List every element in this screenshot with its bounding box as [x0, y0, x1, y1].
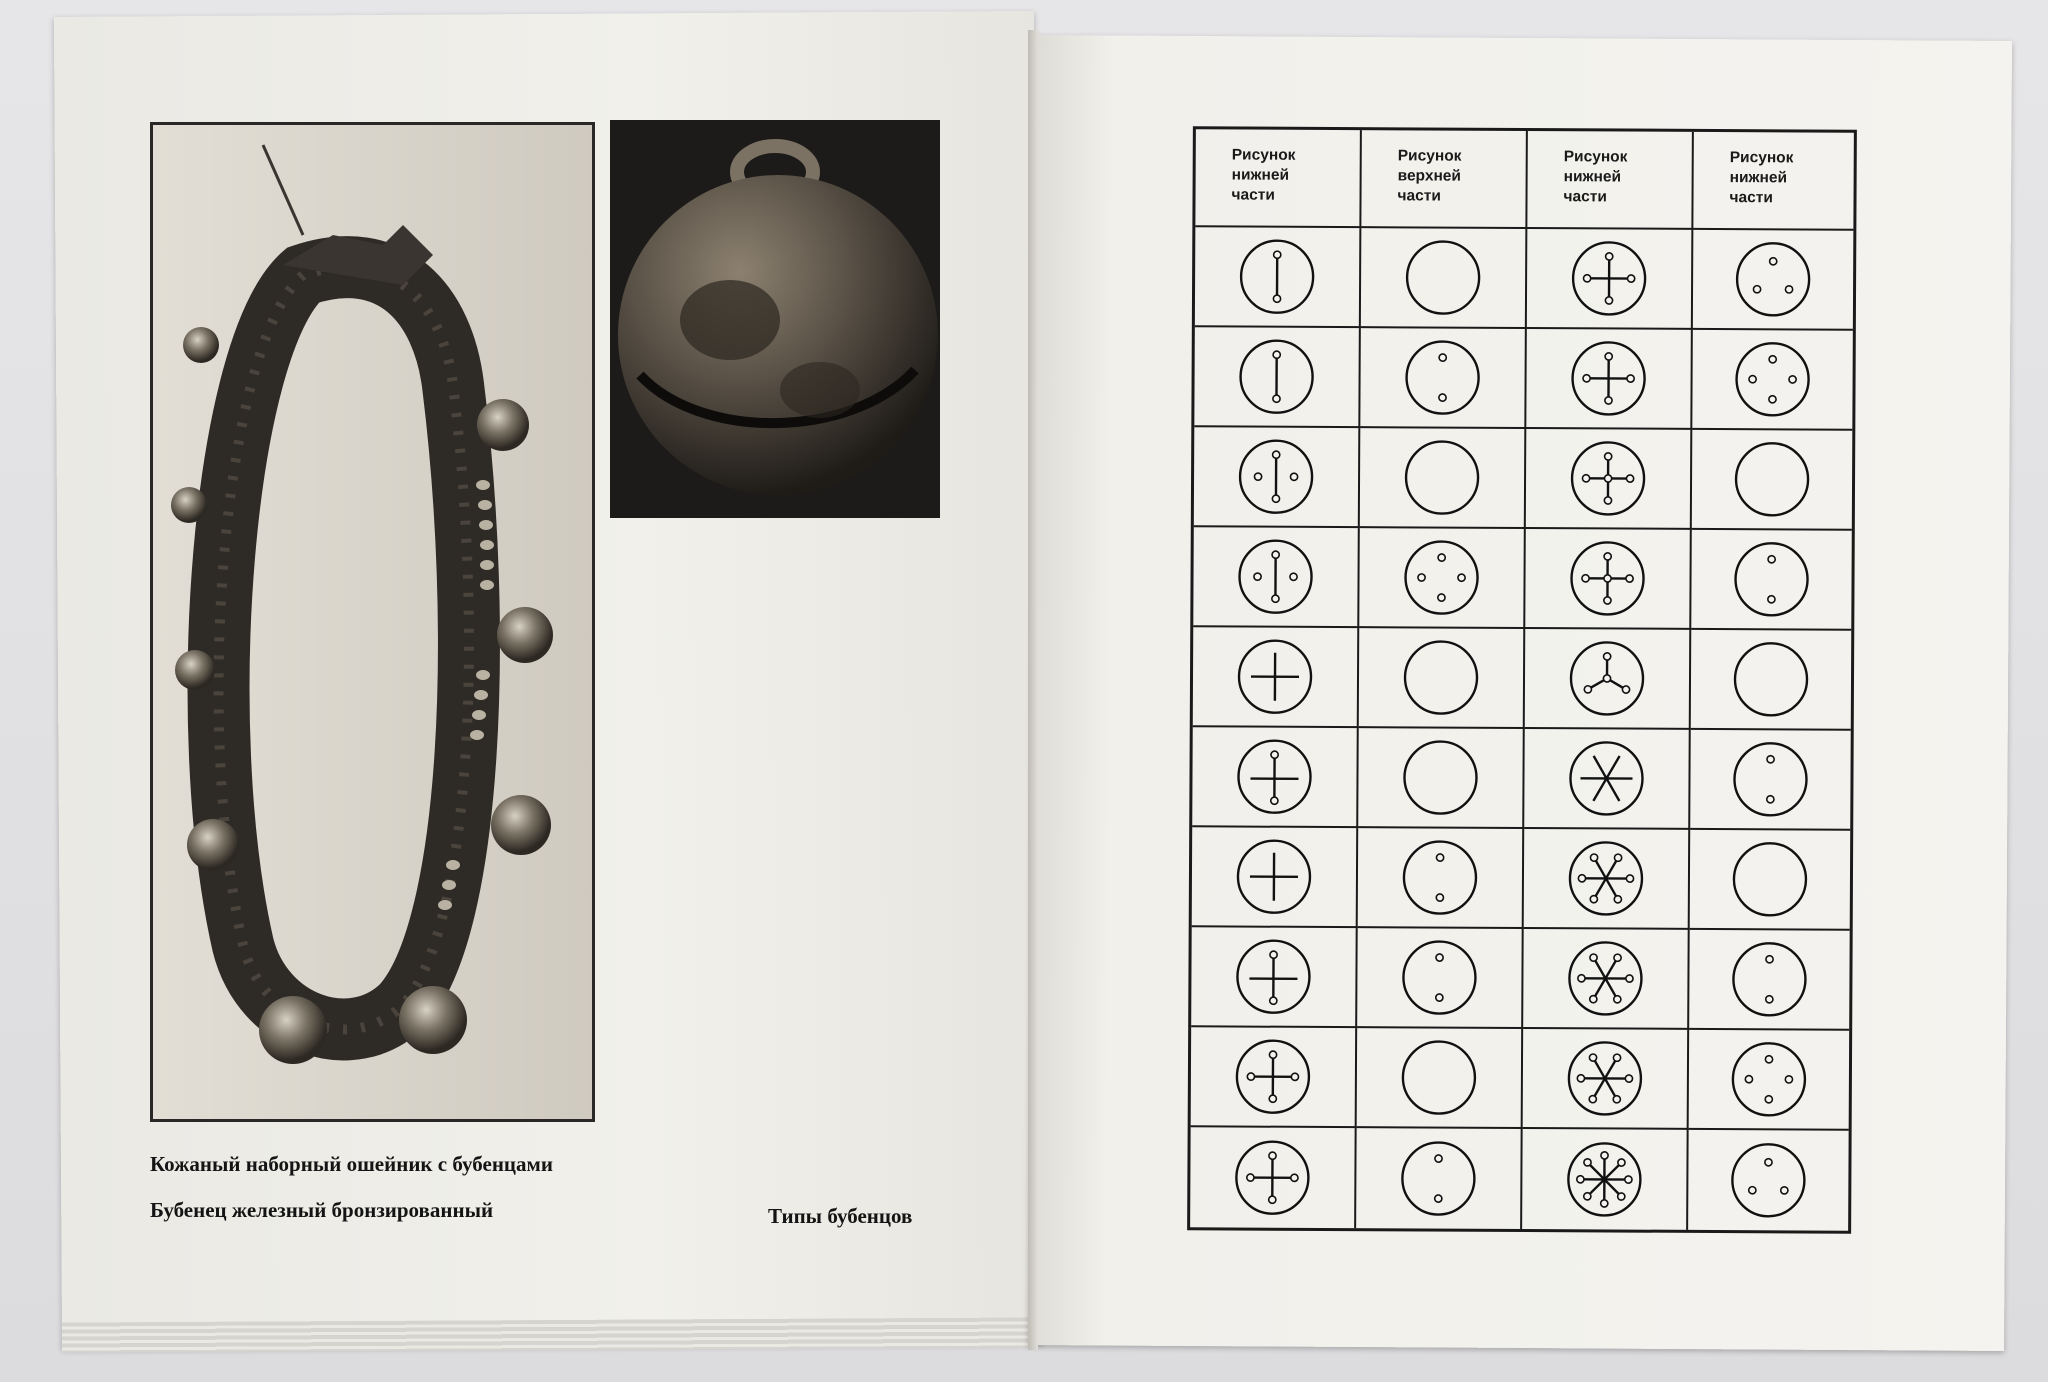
bell-pattern-cross-4dots-center-icon: [1568, 438, 1648, 518]
column-header: Рисунок верхней части: [1361, 130, 1528, 229]
bell-pattern-dots-3-icon: [1733, 239, 1813, 319]
bell-pattern-dots-4-icon: [1729, 1039, 1809, 1119]
bell-pattern-cross-icon: [1235, 636, 1315, 716]
column-header: Рисунок нижней части: [1195, 129, 1362, 228]
bell-pattern-dots-2-icon: [1400, 837, 1480, 917]
collar-illustration: [153, 125, 595, 1122]
table-cell: [1194, 427, 1361, 528]
table-cell: [1526, 329, 1693, 430]
bell-pattern-star-6-dots-icon: [1565, 1038, 1645, 1118]
table-cell: [1191, 1027, 1358, 1128]
table-cell: [1192, 727, 1359, 828]
table-cell: [1195, 227, 1362, 328]
bell-pattern-star-6-icon: [1566, 738, 1646, 818]
table-cell: [1359, 628, 1526, 729]
table-cell: [1523, 929, 1690, 1030]
bell-photo: [610, 120, 940, 518]
bell-pattern-dots-2-icon: [1729, 939, 1809, 1019]
table-cell: [1525, 629, 1692, 730]
bell-pattern-cross-icon: [1234, 836, 1314, 916]
table-cell: [1193, 627, 1360, 728]
bell-pattern-cross-2dots-icon: [1233, 936, 1313, 1016]
table-cell: [1691, 530, 1852, 631]
bell-pattern-dots-2-icon: [1399, 937, 1479, 1017]
table-cell: [1192, 827, 1359, 928]
table-cell: [1190, 1127, 1357, 1228]
bell-pattern-dots-4-icon: [1401, 537, 1481, 617]
table-cell: [1193, 527, 1360, 628]
bell-pattern-cross-4dots-center-icon: [1567, 538, 1647, 618]
bell-pattern-cross-2dots-icon: [1234, 736, 1314, 816]
bell-pattern-plain-icon: [1402, 437, 1482, 517]
column-header: Рисунок нижней части: [1527, 131, 1694, 230]
bell-pattern-cross-4dots-icon: [1233, 1036, 1313, 1116]
bell-pattern-cross-4dots-icon: [1569, 238, 1649, 318]
bell-pattern-dots-4-icon: [1732, 339, 1812, 419]
bell-pattern-line-4dots-icon: [1236, 437, 1316, 517]
table-cell: [1361, 228, 1528, 329]
table-cell: [1522, 1129, 1689, 1230]
table-cell: [1194, 327, 1361, 428]
table-cell: [1527, 229, 1694, 330]
bell-pattern-plain-icon: [1400, 737, 1480, 817]
bell-pattern-plain-icon: [1399, 1037, 1479, 1117]
bell-pattern-star-6-dots-icon: [1565, 938, 1645, 1018]
bell-pattern-line-4dots-icon: [1235, 536, 1315, 616]
bell-pattern-plain-icon: [1401, 637, 1481, 717]
bell-types-table: [1187, 126, 1857, 1233]
table-cell: [1358, 728, 1525, 829]
table-cell: [1357, 1028, 1524, 1129]
table-cell: [1692, 330, 1853, 431]
table-cell: [1524, 829, 1691, 930]
table-cell: [1524, 729, 1691, 830]
collar-photo: [150, 122, 595, 1122]
bell-pattern-line-2dots-icon: [1236, 337, 1316, 417]
bell-types-caption: Типы бубенцов: [768, 1204, 913, 1228]
table-cell: [1693, 230, 1854, 331]
left-page-edge: [62, 1317, 1037, 1352]
table-cell: [1523, 1029, 1690, 1130]
bell-pattern-star-6-dots-icon: [1566, 838, 1646, 918]
table-cell: [1526, 429, 1693, 530]
table-cell: [1191, 927, 1358, 1028]
bell-pattern-plain-icon: [1403, 237, 1483, 317]
table-cell: [1688, 1130, 1849, 1231]
table-cell: [1692, 430, 1853, 531]
table-cell: [1357, 928, 1524, 1029]
table-cell: [1360, 428, 1527, 529]
table-cell: [1690, 830, 1851, 931]
table-cell: [1525, 529, 1692, 630]
column-header: Рисунок нижней части: [1693, 132, 1854, 231]
bell-pattern-dots-3-icon: [1728, 1140, 1808, 1220]
table-cell: [1689, 1030, 1850, 1131]
bell-pattern-dots-2-icon: [1730, 739, 1810, 819]
table-cell: [1690, 730, 1851, 831]
bell-pattern-plain-icon: [1731, 639, 1811, 719]
table-cell: [1359, 528, 1526, 629]
bell-pattern-dots-2-icon: [1398, 1138, 1478, 1218]
bell-pattern-tri-3dots-icon: [1567, 638, 1647, 718]
collar-caption: Кожаный наборный ошейник с бубенцами: [150, 1152, 553, 1176]
bell-illustration: [610, 120, 940, 518]
table-cell: [1360, 328, 1527, 429]
bell-caption: Бубенец железный бронзированный: [150, 1198, 494, 1222]
table-cell: [1358, 828, 1525, 929]
bell-pattern-plain-icon: [1732, 439, 1812, 519]
bell-pattern-dots-2-icon: [1731, 539, 1811, 619]
bell-pattern-line-2dots-icon: [1237, 237, 1317, 317]
bell-pattern-star-8-dots-icon: [1564, 1139, 1644, 1219]
table-cell: [1691, 630, 1852, 731]
bell-pattern-dots-2-icon: [1402, 337, 1482, 417]
table-cell: [1689, 930, 1850, 1031]
bell-pattern-cross-4dots-icon: [1568, 338, 1648, 418]
table-cell: [1356, 1128, 1523, 1229]
bell-pattern-plain-icon: [1730, 839, 1810, 919]
bell-pattern-cross-4dots-icon: [1232, 1137, 1312, 1217]
book-gutter: [1028, 30, 1038, 1350]
